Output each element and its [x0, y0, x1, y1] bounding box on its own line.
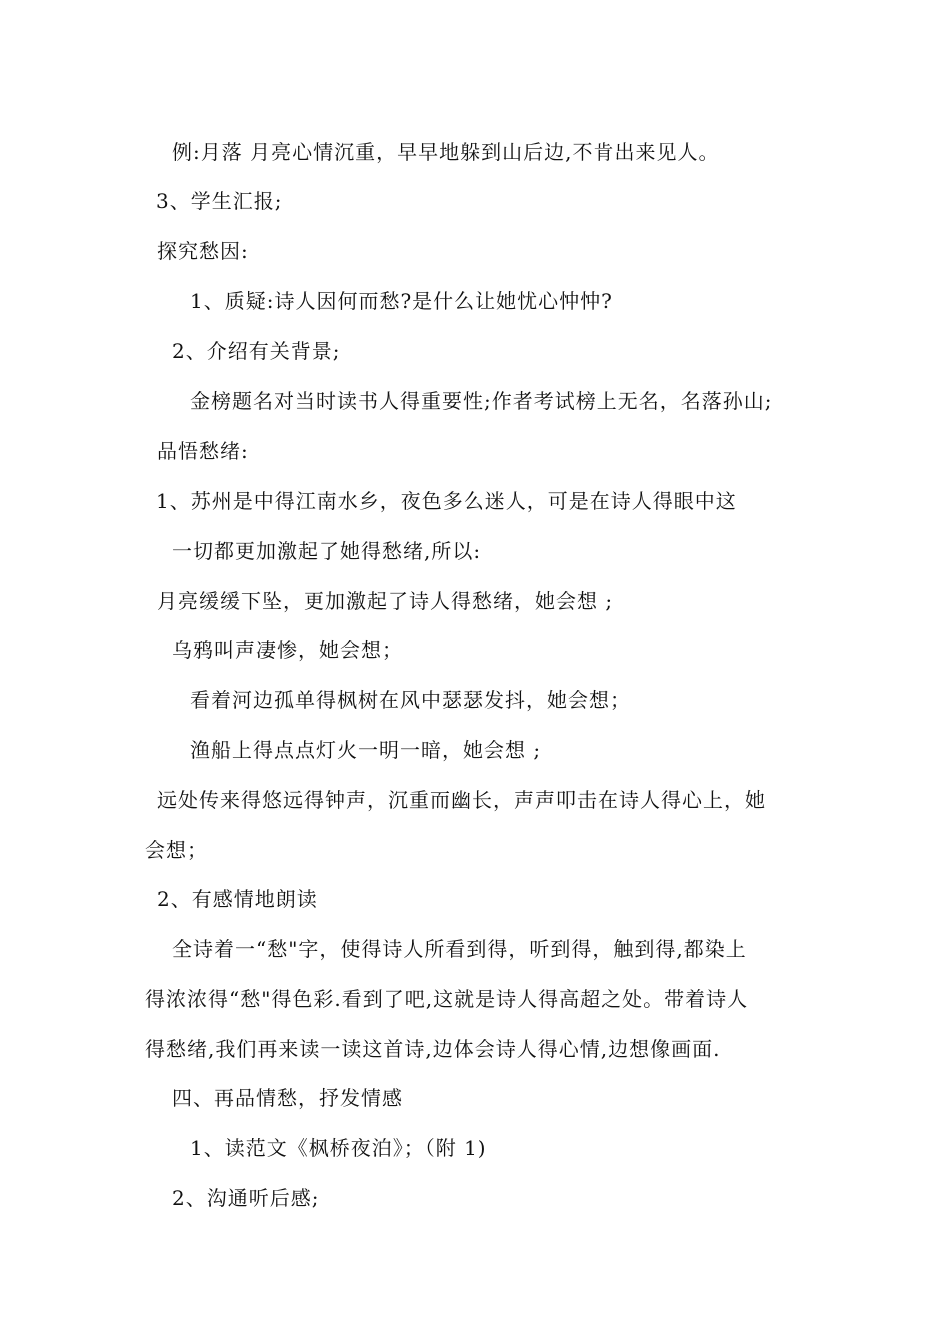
example-line: 例:月落 月亮心情沉重，早早地躲到山后边,不肯出来见人。	[172, 140, 720, 164]
section-heading-four: 四、再品情愁，抒发情感	[172, 1086, 403, 1110]
moon-imagery-line: 月亮缓缓下坠，更加激起了诗人得愁绪，她会想 ;	[157, 589, 614, 613]
read-with-emotion-step: 2、有感情地朗读	[157, 887, 318, 911]
student-report-step: 3、学生汇报;	[156, 189, 283, 213]
summary-paragraph-line-1: 全诗着一“愁"字，使得诗人所看到得，听到得，触到得,都染上	[172, 937, 747, 961]
background-detail: 金榜题名对当时读书人得重要性;作者考试榜上无名，名落孙山;	[190, 389, 773, 413]
maple-imagery-line: 看着河边孤单得枫树在风中瑟瑟发抖，她会想；	[190, 688, 631, 712]
suzhou-paragraph-line-2: 一切都更加激起了她得愁绪,所以:	[172, 539, 482, 563]
bell-imagery-line-1: 远处传来得悠远得钟声，沉重而幽长，声声叩击在诗人得心上，她	[157, 788, 766, 812]
read-model-text-step: 1、读范文《枫桥夜泊》；（附 1)	[190, 1136, 487, 1160]
section-heading-explore-cause: 探究愁因:	[157, 239, 249, 263]
question-step: 1、质疑:诗人因何而愁?是什么让她忧心忡忡?	[190, 289, 613, 313]
section-heading-appreciate-mood: 品悟愁绪:	[157, 439, 249, 463]
share-feelings-step: 2、沟通听后感;	[172, 1186, 320, 1210]
background-step: 2、介绍有关背景;	[172, 339, 341, 363]
crow-imagery-line: 乌鸦叫声凄惨，她会想；	[172, 638, 403, 662]
bell-imagery-line-2: 会想；	[145, 838, 208, 862]
suzhou-paragraph-line-1: 1、苏州是中得江南水乡，夜色多么迷人，可是在诗人得眼中这	[156, 489, 737, 513]
summary-paragraph-line-3: 得愁绪,我们再来读一读这首诗,边体会诗人得心情,边想像画面.	[145, 1037, 721, 1061]
summary-paragraph-line-2: 得浓浓得“愁"得色彩.看到了吧,这就是诗人得高超之处。带着诗人	[145, 987, 749, 1011]
fishing-lights-line: 渔船上得点点灯火一明一暗，她会想 ;	[190, 738, 542, 762]
